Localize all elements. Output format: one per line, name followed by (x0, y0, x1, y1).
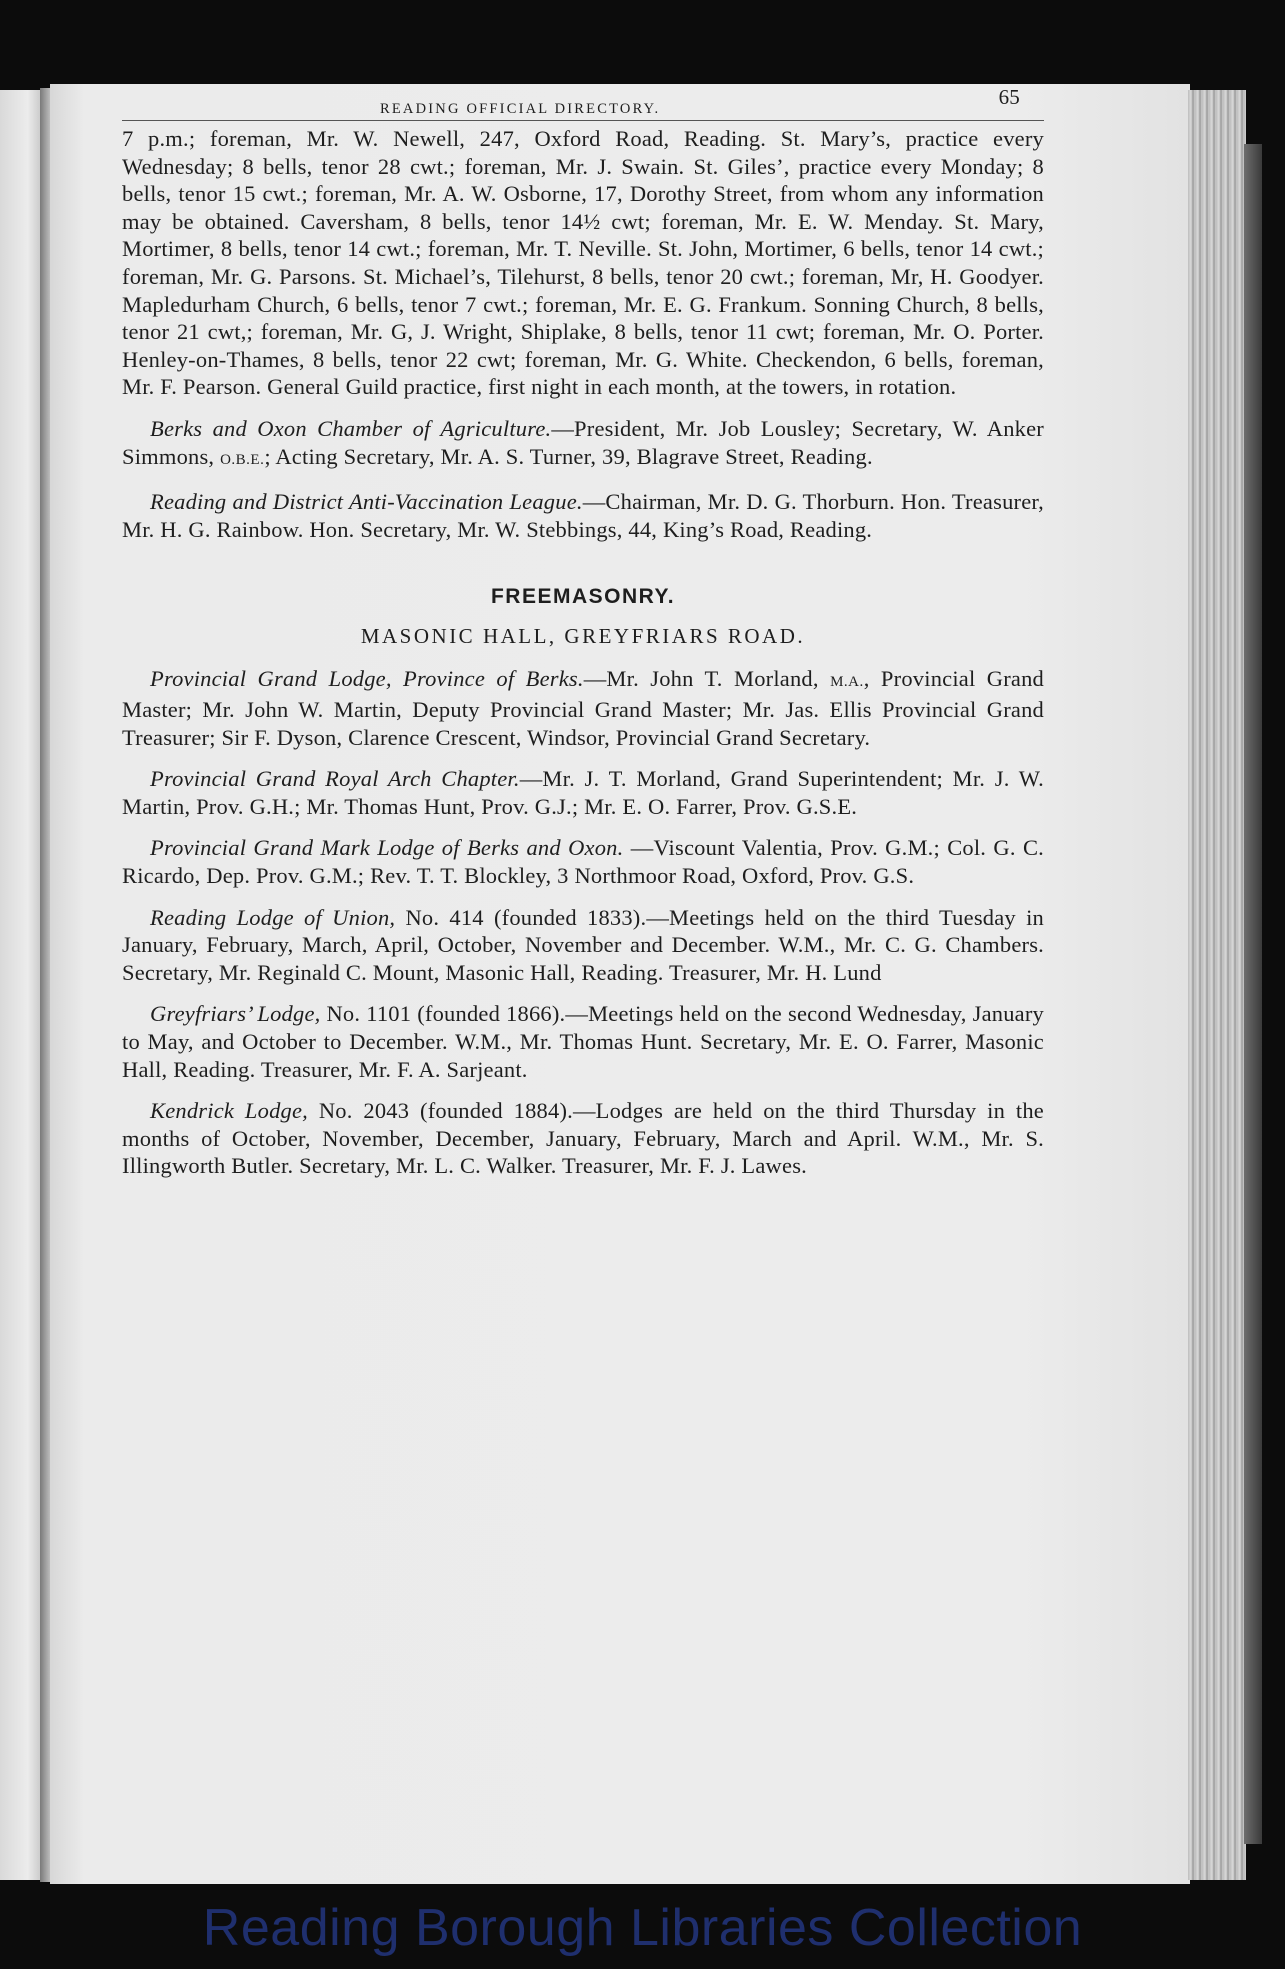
entry-text: —Mr. J. T. Morland, Grand Superintendent; Mr. J. W. Martin, Prov. G.H.; Mr. Thomas Hunt, Prov. G.J.; Mr. E. O. Farrer, Prov. G.S.E. (122, 766, 1044, 819)
section-subtitle: MASONIC HALL, GREYFRIARS ROAD. (360, 623, 806, 648)
lodge-entry (122, 765, 1044, 820)
obe-abbreviation: O.B.E. (220, 451, 265, 468)
entry-name: Provincial Grand Lodge, Province of Berks. (150, 665, 584, 691)
entry-name: Kendrick Lodge, (150, 1098, 308, 1124)
entry-name: Reading Lodge of Union, (150, 904, 396, 930)
lodge-entry (122, 1097, 1044, 1180)
lodge-entry (122, 665, 1044, 752)
lodge-entry (122, 904, 1044, 987)
entry-text: ; Acting Secretary, Mr. A. S. Turner, 39, Blagrave Street, Reading. (264, 443, 873, 469)
entry-text: —Viscount Valentia, Prov. G.M.; Col. G. C. Ricardo, Dep. Prov. G.M.; Rev. T. T. Blockley, 3 Northmoor Road, Oxford, Prov. G.S. (122, 835, 1044, 889)
entry-name: Reading and District Anti-Vaccination League. (150, 489, 583, 515)
page-number: 65 (998, 85, 1020, 109)
entry-text: No. 414 (founded 1833).—Meetings held on the third Tuesday in January, February, March, April, October, November and December. W.M., Mr. C. G. Chambers. Secretary, Mr. Reginald C. Mount, Masonic Hall, Reading. Treasurer, Mr. H. Lund (122, 904, 1044, 985)
entry-text: No. 1101 (founded 1866).—Meetings held on the second Wednesday, January to May, and October to December. W.M., Mr. Thomas Hunt. Secretary, Mr. E. O. Farrer, Masonic Hall, Reading. Treasurer, Mr. F. A. Sarjeant. (122, 1001, 1045, 1082)
bell-ringers-paragraph: 7 p.m.; foreman, Mr. W. Newell, 247, Oxford Road, Reading. St. Mary’s, practice every Wednesday; 8 bells, tenor 28 cwt.; foreman, Mr. J. Swain. St. Giles’, practice every Monday; 8 bells, tenor 15 cwt.; foreman, Mr. A. W. Osborne, 17, Dorothy Street, from whom any information may be obtained. Caversham, 8 bells, tenor 14½ cwt; foreman, Mr. E. W. Menday. St. Mary, Mortimer, 8 bells, tenor 14 cwt.; foreman, Mr. T. Neville. St. John, Mortimer, 6 bells, tenor 14 cwt.; foreman, Mr. G. Parsons. St. Michael’s, Tilehurst, 8 bells, tenor 20 cwt.; foreman, Mr, H. Goodyer. Mapledurham Church, 6 bells, tenor 7 cwt.; foreman, Mr. E. G. Frankum. Sonning Church, 8 bells, tenor 21 cwt,; foreman, Mr. G, J. Wright, Shiplake, 8 bells, tenor 11 cwt; foreman, Mr. O. Porter. Henley-on-Thames, 8 bells, tenor 22 cwt; foreman, Mr. G. White. Checkendon, 6 bells, foreman, Mr. F. Pearson. General Guild practice, first night in each month, at the towers, in rotation. (122, 126, 1044, 400)
entry-text: —Mr. John T. Morland, (583, 665, 819, 691)
anti-vaccination-league-entry (122, 488, 1044, 543)
page-content (122, 80, 1044, 1180)
book-cover-edge (1244, 144, 1262, 1844)
section-title: FREEMASONRY. (490, 585, 676, 609)
entry-text: —President, Mr. Job Lousley; Secretary, W. Anker Simmons, (122, 415, 1044, 469)
entry-text: —Chairman, Mr. D. G. Thorburn. Hon. Treasurer, Mr. H. G. Rainbow. Hon. Secretary, Mr. W. Stebbings, 44, King’s Road, Reading. (122, 489, 1045, 542)
entry-name: Provincial Grand Royal Arch Chapter. (150, 766, 520, 792)
entry-name: Berks and Oxon Chamber of Agriculture. (150, 415, 552, 441)
chamber-of-agriculture-entry (122, 415, 1044, 474)
running-title: READING OFFICIAL DIRECTORY. (380, 101, 661, 117)
page-edges (1188, 90, 1246, 1880)
lodge-entry (122, 1000, 1044, 1083)
entry-name: Provincial Grand Mark Lodge of Berks and Oxon. (150, 835, 624, 861)
entry-text: , Provincial Grand Master; Mr. John W. Martin, Deputy Provincial Grand Master; Mr. Jas. Ellis Provincial Grand Treasurer; Sir F. Dyson, Clarence Crescent, Windsor, Provincial Grand Secretary. (122, 665, 1045, 750)
running-header (122, 80, 1044, 121)
entry-name: Greyfriars’ Lodge, (150, 1001, 321, 1027)
lodge-entry (122, 834, 1044, 889)
ma-abbreviation: M.A. (830, 673, 864, 690)
collection-watermark: Reading Borough Libraries Collection (202, 1899, 1083, 1957)
entry-text: No. 2043 (founded 1884).—Lodges are held on the third Thursday in the months of October, November, December, January, February, March and April. W.M., Mr. S. Illingworth Butler. Secretary, Mr. L. C. Walker. Treasurer, Mr. F. J. Lawes. (122, 1098, 1044, 1179)
